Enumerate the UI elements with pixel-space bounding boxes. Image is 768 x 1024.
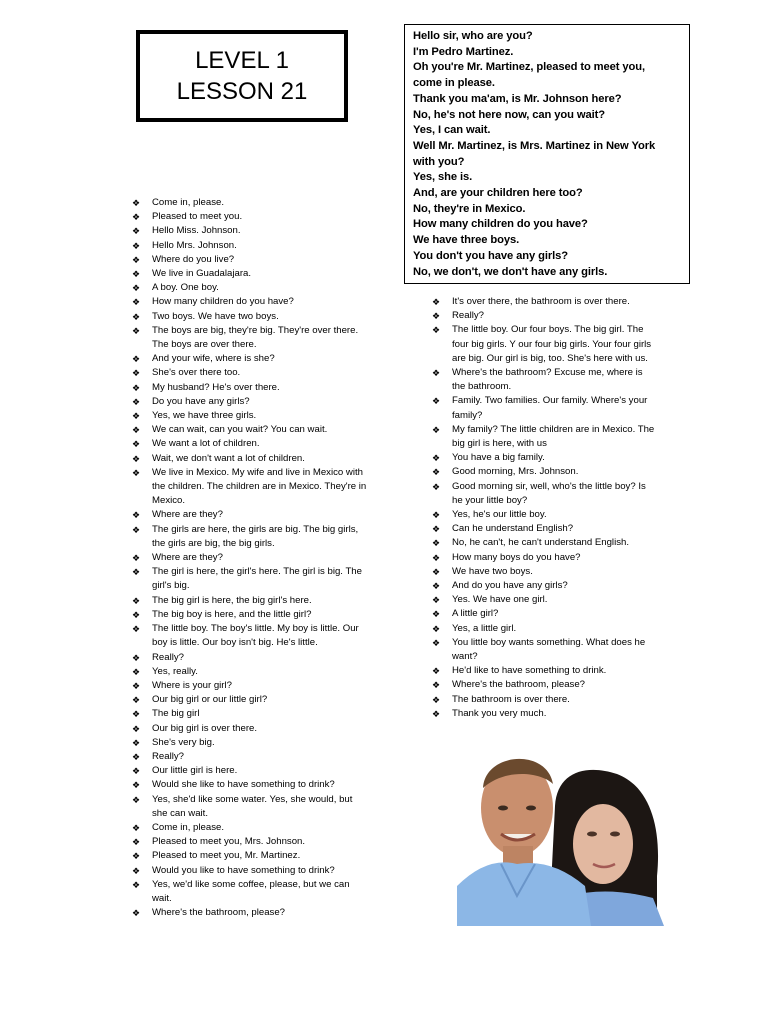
diamond-bullet-icon: ❖ bbox=[131, 567, 141, 578]
diamond-bullet-icon: ❖ bbox=[431, 453, 441, 464]
phrase-item bbox=[130, 210, 370, 224]
phrase-text: Where's the bathroom, please? bbox=[152, 907, 286, 919]
dialog-line: You don't you have any girls? bbox=[413, 249, 568, 262]
phrase-text: The little boy. Our four boys. The big girl. The four big girls. Y our four big girls. Your four girls are big. Our girl is big, too. She's here with us. bbox=[452, 324, 652, 364]
phrase-text: Do you have any girls? bbox=[152, 395, 250, 407]
phrase-text: It's over there, the bathroom is over there. bbox=[452, 296, 630, 307]
dialog-line: No, we don't, we don't have any girls. bbox=[413, 265, 608, 278]
diamond-bullet-icon: ❖ bbox=[131, 780, 141, 791]
diamond-bullet-icon: ❖ bbox=[431, 595, 441, 606]
diamond-bullet-icon: ❖ bbox=[131, 453, 141, 464]
phrase-item bbox=[130, 608, 370, 622]
phrase-text: She's very big. bbox=[152, 736, 215, 748]
phrase-item bbox=[130, 849, 370, 863]
phrase-item bbox=[130, 679, 370, 693]
dialog-line: come in please. bbox=[413, 77, 495, 90]
phrase-item bbox=[430, 451, 658, 465]
phrase-item bbox=[430, 565, 658, 579]
diamond-bullet-icon: ❖ bbox=[431, 396, 441, 407]
phrase-item bbox=[430, 607, 658, 621]
phrase-text: Really? bbox=[452, 310, 484, 322]
diamond-bullet-icon: ❖ bbox=[131, 254, 141, 265]
diamond-bullet-icon: ❖ bbox=[431, 538, 441, 549]
phrase-text: How many children do you have? bbox=[152, 296, 294, 308]
phrase-text: We live in Mexico. My wife and live in Mexico with the children. The children are in Mexico. They're in Mexico. bbox=[152, 466, 367, 507]
dialog-line: We have three boys. bbox=[413, 234, 520, 247]
phrase-text: And your wife, where is she? bbox=[152, 353, 275, 365]
phrase-text: Where is your girl? bbox=[152, 679, 232, 691]
phrase-item bbox=[130, 381, 370, 395]
phrase-item bbox=[130, 722, 370, 736]
phrase-item bbox=[130, 224, 370, 238]
phrase-text: The girl is here, the girl's here. The girl is big. The girl's big. bbox=[152, 566, 362, 592]
diamond-bullet-icon: ❖ bbox=[431, 510, 441, 521]
phrase-text: Wait, we don't want a lot of children. bbox=[152, 452, 305, 464]
diamond-bullet-icon: ❖ bbox=[431, 325, 441, 336]
right-phrase-list bbox=[430, 295, 658, 721]
phrase-item bbox=[430, 678, 658, 692]
dialog-line: No, they're in Mexico. bbox=[413, 202, 526, 215]
diamond-bullet-icon: ❖ bbox=[431, 467, 441, 478]
diamond-bullet-icon: ❖ bbox=[431, 694, 441, 705]
diamond-bullet-icon: ❖ bbox=[131, 680, 141, 691]
phrase-text: You have a big family. bbox=[452, 452, 545, 464]
diamond-bullet-icon: ❖ bbox=[431, 666, 441, 677]
phrase-text: The big girl bbox=[152, 708, 200, 720]
phrase-item bbox=[430, 551, 658, 565]
diamond-bullet-icon: ❖ bbox=[131, 865, 141, 876]
phrase-text: Family. Two families. Our family. Where's your family? bbox=[452, 395, 648, 421]
phrase-text: Where are they? bbox=[152, 509, 223, 521]
phrase-item bbox=[130, 594, 370, 608]
phrase-text: Thank you very much. bbox=[452, 707, 547, 719]
phrase-text: We live in Guadalajara. bbox=[152, 268, 252, 280]
diamond-bullet-icon: ❖ bbox=[131, 723, 141, 734]
diamond-bullet-icon: ❖ bbox=[131, 425, 141, 436]
phrase-item bbox=[130, 324, 370, 352]
phrase-item bbox=[430, 522, 658, 536]
phrase-item bbox=[130, 835, 370, 849]
phrase-text: Can he understand English? bbox=[452, 523, 574, 535]
phrase-item bbox=[430, 394, 658, 422]
diamond-bullet-icon: ❖ bbox=[131, 709, 141, 720]
diamond-bullet-icon: ❖ bbox=[431, 424, 441, 435]
lesson-title-box bbox=[136, 30, 348, 122]
phrase-text: Yes, he's our little boy. bbox=[452, 509, 547, 521]
phrase-text: Where's the bathroom? Excuse me, where is the bathroom. bbox=[452, 367, 643, 393]
dialog-line: Oh you're Mr. Martinez, pleased to meet you, bbox=[413, 61, 646, 74]
phrase-item bbox=[130, 821, 370, 835]
diamond-bullet-icon: ❖ bbox=[131, 269, 141, 280]
diamond-bullet-icon: ❖ bbox=[131, 240, 141, 251]
phrase-text: The bathroom is over there. bbox=[452, 693, 570, 705]
phrase-text: He'd like to have something to drink. bbox=[452, 665, 607, 677]
phrase-item bbox=[430, 465, 658, 479]
dialog-box bbox=[404, 24, 690, 284]
phrase-item bbox=[430, 480, 658, 508]
phrase-text: Really? bbox=[152, 750, 184, 762]
phrase-item bbox=[430, 295, 658, 309]
phrase-text: Hello Miss. Johnson. bbox=[152, 225, 241, 237]
phrase-item bbox=[130, 565, 370, 593]
phrase-item bbox=[430, 579, 658, 593]
phrase-text: She's over there too. bbox=[152, 367, 241, 379]
dialog-line: with you? bbox=[413, 155, 465, 168]
diamond-bullet-icon: ❖ bbox=[131, 396, 141, 407]
diamond-bullet-icon: ❖ bbox=[131, 908, 141, 919]
phrase-item bbox=[130, 736, 370, 750]
phrase-item bbox=[130, 253, 370, 267]
phrase-text: The little boy. The boy's little. My boy is little. Our boy is little. Our boy isn't big. He's little. bbox=[152, 623, 359, 649]
dialog-line: And, are your children here too? bbox=[413, 187, 583, 200]
phrase-text: Yes, we'd like some coffee, please, but we can wait. bbox=[152, 878, 350, 904]
couple-photo bbox=[457, 746, 664, 926]
diamond-bullet-icon: ❖ bbox=[431, 708, 441, 719]
phrase-text: Good morning sir, well, who's the little boy? Is he your little boy? bbox=[452, 480, 646, 506]
phrase-item bbox=[130, 239, 370, 253]
diamond-bullet-icon: ❖ bbox=[131, 212, 141, 223]
phrase-item bbox=[130, 437, 370, 451]
phrase-text: The big girl is here, the big girl's here. bbox=[152, 594, 312, 606]
phrase-item bbox=[130, 551, 370, 565]
phrase-item bbox=[130, 707, 370, 721]
phrase-item bbox=[130, 864, 370, 878]
phrase-text: Come in, please. bbox=[152, 821, 224, 833]
diamond-bullet-icon: ❖ bbox=[431, 368, 441, 379]
diamond-bullet-icon: ❖ bbox=[131, 325, 141, 336]
dialog-line: Thank you ma'am, is Mr. Johnson here? bbox=[413, 92, 622, 105]
diamond-bullet-icon: ❖ bbox=[431, 637, 441, 648]
phrase-item bbox=[130, 523, 370, 551]
phrase-text: Where's the bathroom, please? bbox=[452, 679, 586, 691]
diamond-bullet-icon: ❖ bbox=[431, 311, 441, 322]
dialog-line: Yes, she is. bbox=[413, 171, 473, 184]
phrase-text: We want a lot of children. bbox=[152, 438, 260, 450]
phrase-text: Yes, really. bbox=[152, 665, 198, 677]
diamond-bullet-icon: ❖ bbox=[131, 766, 141, 777]
diamond-bullet-icon: ❖ bbox=[431, 581, 441, 592]
phrase-item bbox=[130, 878, 370, 906]
phrase-text: And do you have any girls? bbox=[452, 580, 568, 592]
phrase-text: A little girl? bbox=[452, 608, 499, 620]
diamond-bullet-icon: ❖ bbox=[131, 283, 141, 294]
phrase-item bbox=[130, 310, 370, 324]
phrase-text: How many boys do you have? bbox=[452, 551, 581, 563]
diamond-bullet-icon: ❖ bbox=[131, 467, 141, 478]
phrase-item bbox=[130, 778, 370, 792]
diamond-bullet-icon: ❖ bbox=[131, 297, 141, 308]
phrase-text: Yes, we have three girls. bbox=[152, 410, 257, 422]
phrase-text: Pleased to meet you, Mr. Martinez. bbox=[152, 850, 301, 862]
diamond-bullet-icon: ❖ bbox=[131, 553, 141, 564]
phrase-item bbox=[130, 764, 370, 778]
diamond-bullet-icon: ❖ bbox=[131, 311, 141, 322]
phrase-text: You little boy wants something. What does he want? bbox=[452, 636, 646, 663]
phrase-item bbox=[130, 750, 370, 764]
diamond-bullet-icon: ❖ bbox=[131, 368, 141, 379]
diamond-bullet-icon: ❖ bbox=[431, 524, 441, 535]
diamond-bullet-icon: ❖ bbox=[431, 552, 441, 563]
diamond-bullet-icon: ❖ bbox=[131, 439, 141, 450]
diamond-bullet-icon: ❖ bbox=[131, 695, 141, 706]
phrase-text: Would she like to have something to drink? bbox=[152, 779, 335, 791]
diamond-bullet-icon: ❖ bbox=[131, 794, 141, 805]
diamond-bullet-icon: ❖ bbox=[131, 609, 141, 620]
phrase-item bbox=[130, 452, 370, 466]
diamond-bullet-icon: ❖ bbox=[131, 879, 141, 890]
diamond-bullet-icon: ❖ bbox=[131, 624, 141, 635]
phrase-text: Our big girl or our little girl? bbox=[152, 694, 268, 706]
phrase-text: The big boy is here, and the little girl? bbox=[152, 608, 312, 620]
diamond-bullet-icon: ❖ bbox=[431, 623, 441, 634]
phrase-text: The girls are here, the girls are big. The big girls, the girls are big, the big girls. bbox=[152, 523, 359, 549]
diamond-bullet-icon: ❖ bbox=[131, 751, 141, 762]
phrase-text: Really? bbox=[152, 651, 184, 663]
phrase-item bbox=[430, 593, 658, 607]
phrase-text: We have two boys. bbox=[452, 565, 533, 577]
phrase-item bbox=[130, 693, 370, 707]
phrase-item bbox=[130, 793, 370, 821]
phrase-text: Yes, she'd like some water. Yes, she would, but she can wait. bbox=[152, 793, 353, 819]
phrase-item bbox=[130, 622, 370, 650]
dialog-line: I'm Pedro Martinez. bbox=[413, 45, 514, 58]
phrase-text: Yes. We have one girl. bbox=[452, 594, 548, 606]
phrase-text: My family? The little children are in Mexico. The big girl is here, with us bbox=[452, 423, 655, 450]
phrase-text: Yes, a little girl. bbox=[452, 622, 517, 634]
phrase-item bbox=[130, 395, 370, 409]
phrase-text: Where do you live? bbox=[152, 253, 235, 265]
phrase-text: Our little girl is here. bbox=[152, 765, 238, 777]
phrase-item bbox=[430, 423, 658, 451]
phrase-item bbox=[430, 366, 658, 394]
phrase-text: Our big girl is over there. bbox=[152, 722, 258, 734]
diamond-bullet-icon: ❖ bbox=[131, 822, 141, 833]
phrase-item bbox=[430, 622, 658, 636]
phrase-text: No, he can't, he can't understand English. bbox=[452, 537, 629, 549]
phrase-item bbox=[430, 309, 658, 323]
phrase-text: Two boys. We have two boys. bbox=[152, 310, 279, 322]
phrase-item bbox=[430, 636, 658, 664]
diamond-bullet-icon: ❖ bbox=[431, 680, 441, 691]
level-title: LEVEL 1 bbox=[195, 47, 289, 74]
dialog-line: No, he's not here now, can you wait? bbox=[413, 108, 605, 121]
phrase-text: My husband? He's over there. bbox=[152, 381, 280, 393]
diamond-bullet-icon: ❖ bbox=[131, 198, 141, 208]
dialog-line: Hello sir, who are you? bbox=[413, 30, 533, 42]
phrase-text: The boys are big, they're big. They're over there. The boys are over there. bbox=[152, 324, 359, 351]
phrase-text: Would you like to have something to drink? bbox=[152, 864, 335, 876]
diamond-bullet-icon: ❖ bbox=[131, 595, 141, 606]
phrase-item bbox=[130, 281, 370, 295]
phrase-item bbox=[430, 693, 658, 707]
diamond-bullet-icon: ❖ bbox=[131, 226, 141, 237]
dialog-line: Yes, I can wait. bbox=[413, 124, 491, 137]
phrase-item bbox=[430, 536, 658, 550]
phrase-item bbox=[130, 196, 370, 210]
diamond-bullet-icon: ❖ bbox=[131, 652, 141, 663]
diamond-bullet-icon: ❖ bbox=[131, 851, 141, 862]
diamond-bullet-icon: ❖ bbox=[131, 510, 141, 521]
diamond-bullet-icon: ❖ bbox=[131, 666, 141, 677]
diamond-bullet-icon: ❖ bbox=[131, 524, 141, 535]
phrase-text: Pleased to meet you, Mrs. Johnson. bbox=[152, 836, 306, 848]
phrase-text: We can wait, can you wait? You can wait. bbox=[152, 424, 328, 436]
phrase-item bbox=[430, 664, 658, 678]
phrase-item bbox=[130, 352, 370, 366]
diamond-bullet-icon: ❖ bbox=[131, 837, 141, 848]
diamond-bullet-icon: ❖ bbox=[131, 354, 141, 365]
diamond-bullet-icon: ❖ bbox=[131, 411, 141, 422]
phrase-text: A boy. One boy. bbox=[152, 282, 219, 294]
diamond-bullet-icon: ❖ bbox=[431, 566, 441, 577]
phrase-text: Where are they? bbox=[152, 552, 223, 564]
phrase-item bbox=[430, 323, 658, 366]
phrase-item bbox=[130, 423, 370, 437]
phrase-item bbox=[130, 508, 370, 522]
phrase-item bbox=[130, 295, 370, 309]
phrase-item bbox=[130, 267, 370, 281]
dialog-line: Well Mr. Martinez, is Mrs. Martinez in New York bbox=[413, 139, 656, 152]
phrase-item bbox=[130, 906, 370, 920]
lesson-title: LESSON 21 bbox=[176, 78, 308, 105]
phrase-text: Hello Mrs. Johnson. bbox=[152, 239, 237, 251]
phrase-text: Come in, please. bbox=[152, 197, 224, 208]
phrase-item bbox=[130, 366, 370, 380]
left-phrase-list bbox=[130, 196, 370, 920]
phrase-text: Pleased to meet you. bbox=[152, 211, 243, 223]
diamond-bullet-icon: ❖ bbox=[431, 297, 441, 307]
phrase-item bbox=[430, 707, 658, 721]
phrase-item bbox=[430, 508, 658, 522]
diamond-bullet-icon: ❖ bbox=[131, 382, 141, 393]
diamond-bullet-icon: ❖ bbox=[431, 481, 441, 492]
diamond-bullet-icon: ❖ bbox=[431, 609, 441, 620]
phrase-item bbox=[130, 651, 370, 665]
diamond-bullet-icon: ❖ bbox=[131, 737, 141, 748]
couple-photo-illustration bbox=[457, 746, 664, 926]
phrase-text: Good morning, Mrs. Johnson. bbox=[452, 466, 579, 478]
phrase-item bbox=[130, 665, 370, 679]
phrase-item bbox=[130, 409, 370, 423]
phrase-item bbox=[130, 466, 370, 509]
dialog-line: How many children do you have? bbox=[413, 218, 588, 231]
